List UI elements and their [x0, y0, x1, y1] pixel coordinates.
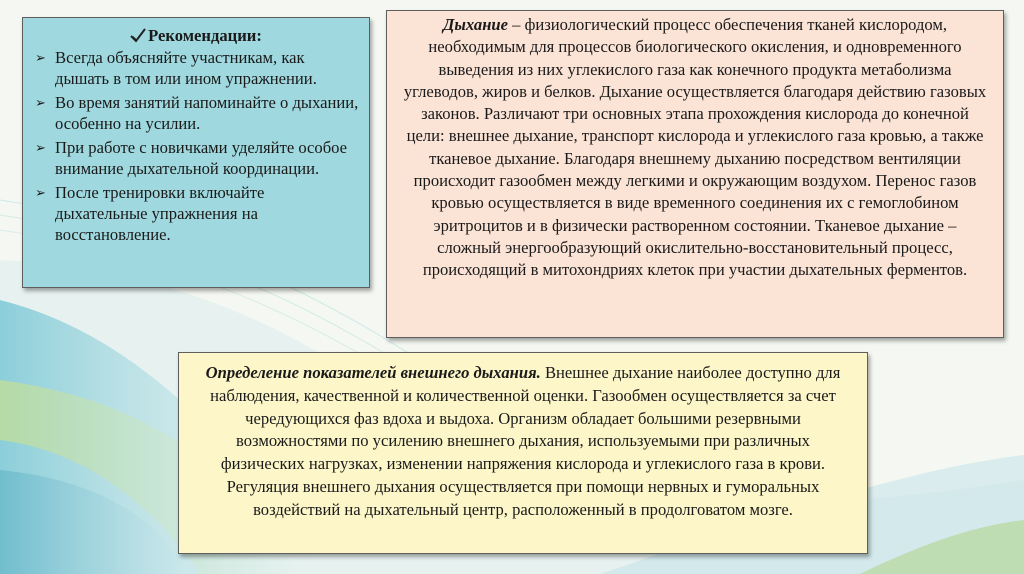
list-item-text: Всегда объясняйте участникам, как дышать в том или ином упражнении.	[55, 48, 317, 88]
recommendations-title-row	[33, 25, 359, 46]
list-item-text: После тренировки включайте дыхательные упражнения на восстановление.	[55, 183, 265, 244]
breathing-text: – физиологический процесс обеспечения тканей кислородом, необходимым для процессов биологического окисления, и одновременного выведения из них углекислого газа как конечного продукта метаболизма углеводов, жиров и белков. Дыхание осуществляется благодаря действию газовых законов. Различают три основных этапа прохождения кислорода до конечной цели: внешнее дыхание, транспорт кислорода и углекислого газа кровью, а также тканевое дыхание. Благодаря внешнему дыханию посредством вентиляции происходит газообмен между легкими и окружающим воздухом. Перенос газов кровью осуществляется в виде временного соединения их с гемоглобином эритроцитов и в физически растворенном состоянии. Тканевое дыхание – сложный энергообразующий окислительно-восстановительный процесс, происходящий в митохондриях клеток при участии дыхательных ферментов.	[403, 15, 987, 280]
external-breathing-text: Внешнее дыхание наиболее доступно для наблюдения, качественной и количественной оценки. Газообмен осуществляется за счет чередующихся фаз вдоха и выдоха. Организм обладает большими резервными возможностями по усилению внешнего дыхания, используемыми при различных физических нагрузках, изменении напряжения кислорода и углекислого газа в крови. Регуляция внешнего дыхания осуществляется при помощи нервных и гуморальных воздействий на дыхательный центр, расположенный в продолговатом мозге.	[210, 363, 841, 519]
recommendations-title: Рекомендации:	[148, 26, 262, 45]
breathing-term: Дыхание	[442, 15, 509, 34]
external-breathing-term: Определение показателей внешнего дыхания.	[205, 363, 541, 382]
checkmark-icon	[130, 28, 146, 43]
arrow-bullet-icon: ➢	[35, 185, 46, 200]
recommendations-list	[33, 47, 359, 245]
arrow-bullet-icon: ➢	[35, 95, 46, 110]
arrow-bullet-icon: ➢	[35, 140, 46, 155]
list-item	[33, 47, 359, 89]
list-item-text: При работе с новичками уделяйте особое внимание дыхательной координации.	[55, 138, 348, 178]
list-item	[33, 182, 359, 245]
arrow-bullet-icon: ➢	[35, 50, 46, 65]
list-item	[33, 137, 359, 179]
breathing-definition-box	[386, 10, 1004, 338]
recommendations-box	[22, 17, 370, 288]
list-item-text: Во время занятий напоминайте о дыхании, особенно на усилии.	[55, 93, 359, 133]
external-breathing-box	[178, 352, 868, 554]
list-item	[33, 92, 359, 134]
